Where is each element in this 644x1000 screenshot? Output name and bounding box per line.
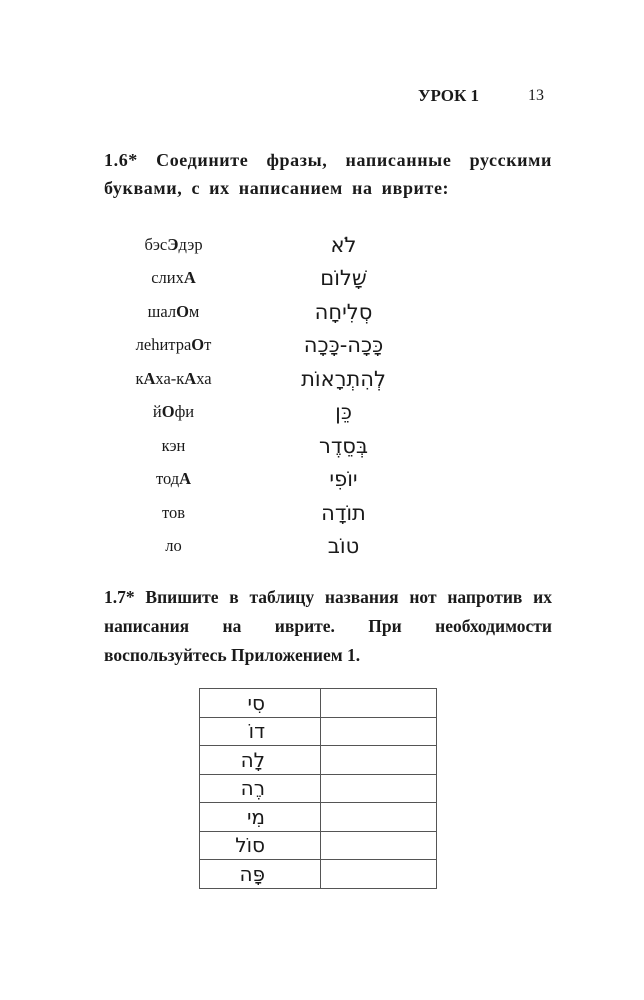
table-row <box>200 860 437 889</box>
russian-transliteration: кэн <box>161 435 186 455</box>
hebrew-phrase: בְּסֵדֶר <box>318 433 369 458</box>
matching-row <box>100 262 440 296</box>
hebrew-phrase: כֵּן <box>335 400 352 425</box>
hebrew-phrase: תוֹדָה <box>321 500 366 525</box>
exercise-1-6-instruction: 1.6* Соедините фразы, написанные русскими буквами, с их написанием на иврите: <box>104 150 552 198</box>
matching-row <box>100 429 440 463</box>
matching-row <box>100 295 440 329</box>
hebrew-note: לָה <box>200 746 321 775</box>
hebrew-phrase: יוֹפִי <box>329 467 358 492</box>
matching-row <box>100 329 440 363</box>
table-row <box>200 831 437 860</box>
hebrew-note: דוֹ <box>200 717 321 746</box>
notes-table <box>199 688 437 889</box>
answer-cell[interactable] <box>321 803 437 832</box>
hebrew-phrase: שָׁלוֹם <box>320 266 367 291</box>
matching-row <box>100 463 440 497</box>
russian-transliteration: йОфи <box>152 402 195 422</box>
answer-cell[interactable] <box>321 717 437 746</box>
chapter-title: УРОК 1 <box>418 86 480 105</box>
table-row <box>200 774 437 803</box>
answer-cell[interactable] <box>321 689 437 718</box>
hebrew-phrase: לֹא <box>330 232 357 257</box>
answer-cell[interactable] <box>321 746 437 775</box>
matching-row <box>100 496 440 530</box>
answer-cell[interactable] <box>321 860 437 889</box>
hebrew-phrase: לְהִתְרָאוֹת <box>301 366 386 391</box>
table-row <box>200 746 437 775</box>
hebrew-phrase: טוֹב <box>327 534 360 559</box>
russian-transliteration: леhитраОт <box>135 335 212 355</box>
hebrew-phrase: כָּכָה-כָּכָה <box>303 333 384 358</box>
matching-row <box>100 530 440 564</box>
table-row <box>200 803 437 832</box>
exercise-1-7-instruction: 1.7* Впишите в таблицу названия нот напротив их написания на иврите. При необходимости воспользуйтесь Приложением 1. <box>104 587 552 665</box>
russian-transliteration: бэсЭдэр <box>144 234 203 254</box>
table-row <box>200 717 437 746</box>
hebrew-note: רֶה <box>200 774 321 803</box>
matching-list <box>100 228 440 563</box>
answer-cell[interactable] <box>321 774 437 803</box>
russian-transliteration: слихА <box>151 268 196 288</box>
russian-transliteration: тодА <box>155 469 192 489</box>
hebrew-note: מִי <box>200 803 321 832</box>
hebrew-note: סִי <box>200 689 321 718</box>
matching-row <box>100 228 440 262</box>
russian-transliteration: шалОм <box>147 301 200 321</box>
russian-transliteration: тов <box>161 502 186 522</box>
page-number: 13 <box>528 87 544 104</box>
table-row <box>200 689 437 718</box>
matching-row <box>100 396 440 430</box>
russian-transliteration: кАха-кАха <box>135 368 212 388</box>
hebrew-note: סוֹל <box>200 831 321 860</box>
answer-cell[interactable] <box>321 831 437 860</box>
hebrew-note: פָּה <box>200 860 321 889</box>
hebrew-phrase: סְלִיחָה <box>314 299 373 324</box>
russian-transliteration: ло <box>165 536 182 556</box>
matching-row <box>100 362 440 396</box>
